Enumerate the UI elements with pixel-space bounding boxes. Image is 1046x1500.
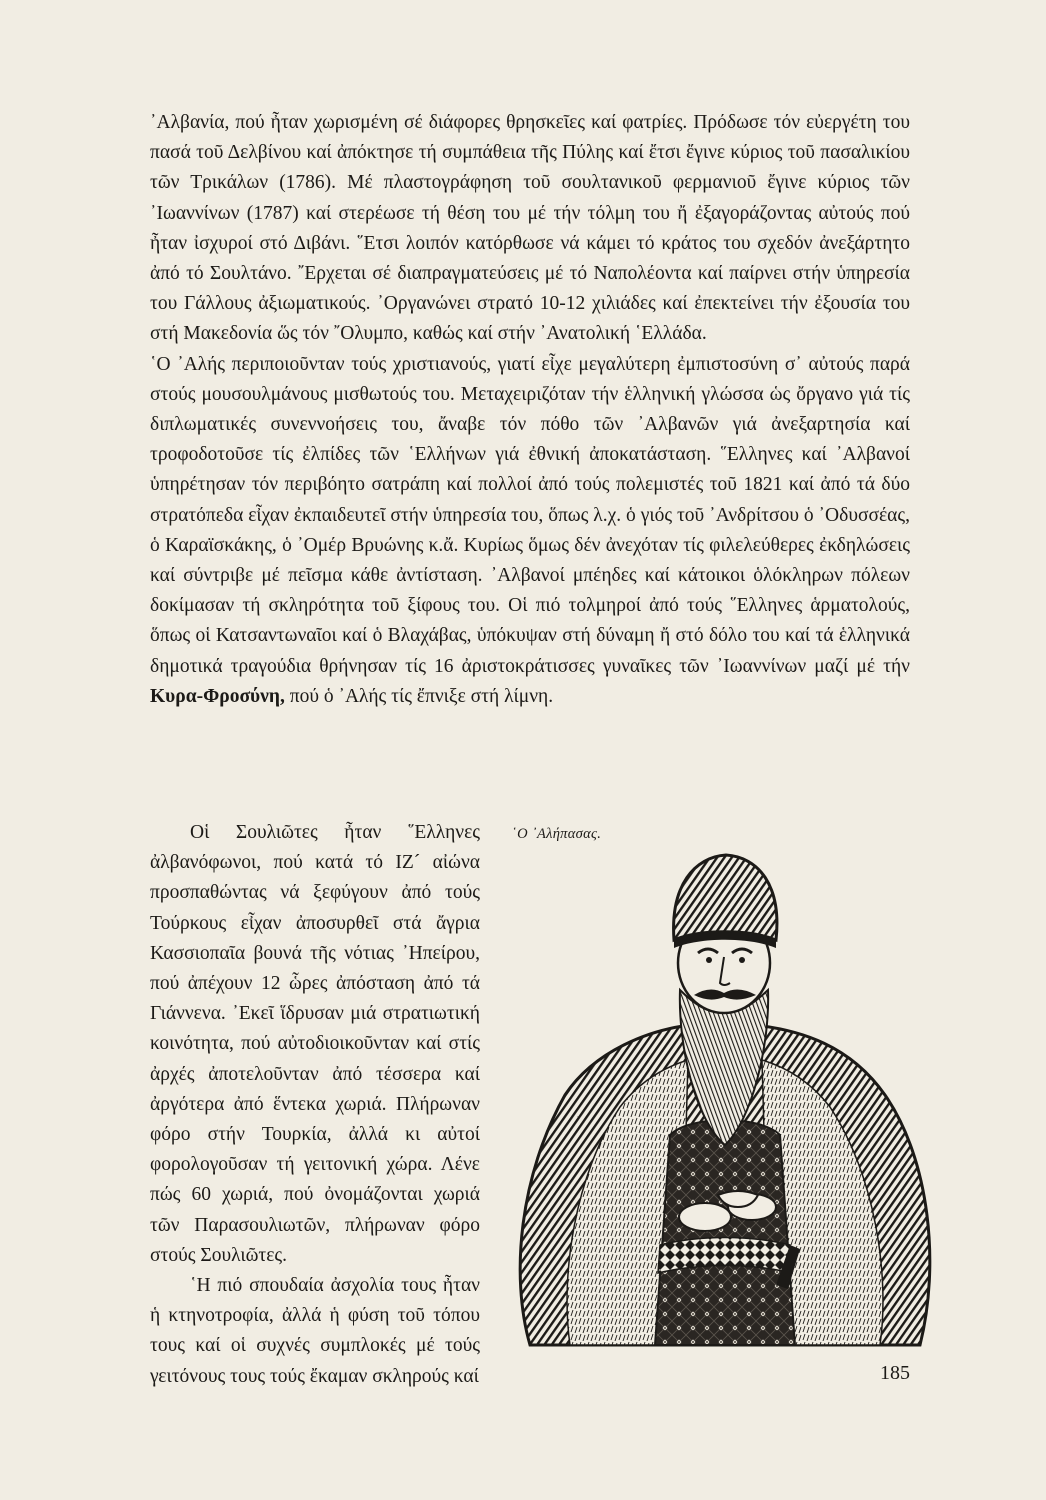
column-text [150, 818, 480, 1392]
figure-caption: ῾Ο ᾿Αλήπασας. [512, 826, 602, 842]
paragraph-ali-christians-end: πού ὁ ᾿Αλής τίς ἔπνιξε στή λίμνη. [289, 685, 554, 707]
paragraph-ali-christians [150, 350, 910, 712]
cap-shape [674, 855, 777, 940]
kyra-frosyni-name: Κυρα-Φροσύνη, [150, 685, 285, 707]
paragraph-ali-christians-text: ῾Ο ᾿Αλής περιποιοῦνταν τούς χριστιανούς, γιατί εἶχε μεγαλύτερη ἐμπιστοσύνη σ᾿ αὐτούς παρά στούς μουσουλμάνους μισθωτούς του. Μεταχειριζόταν τήν ἑλληνική γλώσσα ὡς ὄργανο γιά τίς διπλωματικές συνεννοήσεις του, ἄναβε τόν πόθο τῶν ᾿Αλβανῶν γιά ἀνεξαρτησία καί τροφοδοτοῦσε τίς ἐλπίδες τῶν ῾Ελλήνων γιά ἐθνική ἀποκατάσταση. ῞Ελληνες καί ᾿Αλβανοί ὑπηρέτησαν τόν περιβόητο σατράπη καί πολλοί ἀπό τούς πολεμιστές τοῦ 1821 καί ἀπό τά δύο στρατόπεδα εἶχαν ἐκπαιδευτεῖ στήν ὑπηρεσία του, ὅπως λ.χ. ὁ γιός τοῦ ᾿Ανδρίτσου ὁ ᾿Οδυσσέας, ὁ Καραϊσκάκης, ὁ ᾿Ομέρ Βρυώνης κ.ἄ. Κυρίως ὅμως δέν ἀνεχόταν τίς φιλελεύθερες ἐκδηλώσεις καί σύντριβε μέ πεῖσμα κάθε ἀντίσταση. ᾿Αλβανοί μπέηδες καί κάτοικοι ὁλόκληρων πόλεων δοκίμασαν τή σκληρότητα τοῦ ξίφους του. Οἱ πιό τολμηροί ἀπό τούς ῞Ελληνες ἁρματολούς, ὅπως οἱ Κατσαντωναῖοι καί ὁ Βλαχάβας, ὑπόκυψαν στή δύναμη ἤ στό δόλο του καί τά ἑλληνικά δημοτικά τραγούδια θρήνησαν τίς 16 ἀριστοκράτισσες γυναῖκες τῶν ᾿Ιωαννίνων μαζί μέ τήν [150, 353, 910, 677]
paragraph-souliotes: Οἱ Σουλιῶτες ἦταν ῞Ελληνες ἀλβανόφωνοι, πού κατά τό ΙΖ´ αἰώνα προσπαθώντας νά ξεφύγουν ἀπό τούς Τούρκους εἶχαν ἀποσυρθεῖ στά ἄγρια Κασσιοπαῖα βουνά τῆς νότιας ᾿Ηπείρου, πού ἀπέχουν 12 ὧρες ἀπόσταση ἀπό τά Γιάννενα. ᾿Εκεῖ ἵδρυσαν μιά στρατιωτική κοινότητα, πού αὐτοδιοικοῦνταν καί στίς ἀρχές ἀποτελοῦνταν ἀπό τέσσερα καί ἀργότερα ἀπό ἕντεκα χωριά. Πλήρωναν φόρο στήν Τουρκία, ἀλλά κι αὐτοί φορολογοῦσαν τή γειτονική χώρα. Λένε πώς 60 χωριά, πού ὀνομάζονται χωριά τῶν Παρασουλιωτῶν, πλήρωναν φόρο στούς Σουλιῶτες. [150, 822, 480, 1266]
page-number: 185 [880, 1362, 910, 1384]
paragraph-ali-rise: ᾿Αλβανία, πού ἦταν χωρισμένη σέ διάφορες θρησκεῖες καί φατρίες. Πρόδωσε τόν εὐεργέτη του πασά τοῦ Δελβίνου καί ἀπόκτησε τή συμπάθεια τῆς Πύλης καί ἔτσι ἔγινε κύριος τοῦ πασαλικίου τῶν Τρικάλων (1786). Μέ πλαστογράφηση τοῦ σουλτανικοῦ φερμανιοῦ ἔγινε κύριος τῶν ᾿Ιωαννίνων (1787) καί στερέωσε τή θέση του μέ τήν τόλμη του ἤ ἐξαγοράζοντας αὐτούς πού ἦταν ἰσχυροί στό Διβάνι. ῞Ετσι λοιπόν κατόρθωσε νά κάμει τό κράτος του σχεδόν ἀνεξάρτητο ἀπό τό Σουλτάνο. ῎Ερχεται σέ διαπραγματεύσεις μέ τό Ναπολέοντα καί παίρνει στήν ὑπηρεσία του Γάλλους ἀξιωματικούς. ᾿Οργανώνει στρατό 10-12 χιλιάδες καί ἐπεκτείνει τήν ἐξουσία του στή Μακεδονία ὥς τόν ῎Ολυμπο, καθώς καί στήν ᾿Ανατολική ῾Ελλάδα. [150, 112, 910, 345]
ali-pasha-portrait [490, 845, 960, 1365]
paragraph-souliotes-occupation: ῾Η πιό σπουδαία ἀσχολία τους ἦταν ἡ κτηνοτροφία, ἀλλά ἡ φύση τοῦ τόπου τους καί οἱ συχνές συμπλοκές μέ τούς γειτόνους τους τούς ἔκαμαν σκληρούς καί [150, 1275, 480, 1387]
full-width-text [150, 108, 910, 712]
